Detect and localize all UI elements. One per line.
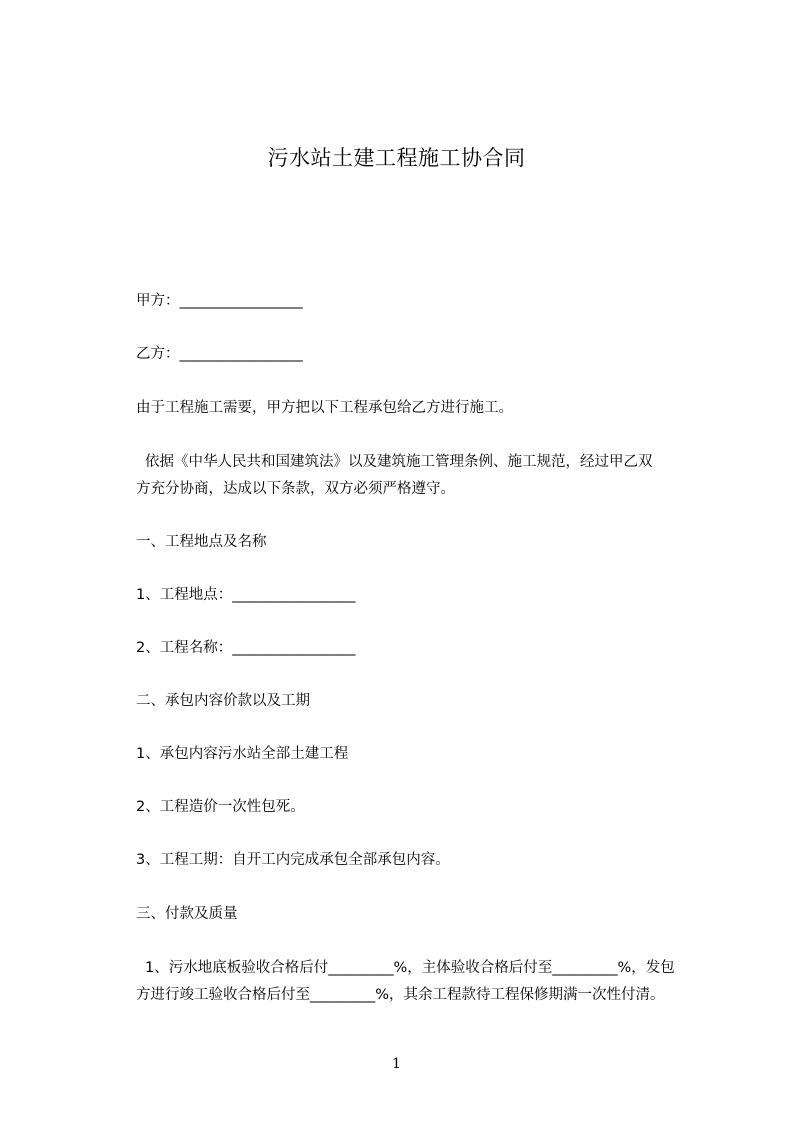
basis-paragraph-line-1: 依据《中华人民共和国建筑法》以及建筑施工管理条例、施工规范，经过甲乙双 — [145, 454, 653, 470]
section-2-item-3: 3、工程工期：自开工内完成承包全部承包内容。 — [136, 852, 450, 868]
section-1-item-2: 2、工程名称：_________________ — [136, 640, 356, 656]
section-1-heading: 一、工程地点及名称 — [136, 534, 267, 550]
section-3-item-1-line-1: 1、污水地底板验收合格后付_________%，主体验收合格后付至_________%，发包 — [145, 960, 675, 976]
section-2-item-2: 2、工程造价一次性包死。 — [136, 799, 305, 815]
party-a-line: 甲方：_________________ — [136, 293, 303, 309]
section-2-heading: 二、承包内容价款以及工期 — [136, 693, 310, 709]
section-1-item-1: 1、工程地点：_________________ — [136, 587, 356, 603]
party-b-line: 乙方：_________________ — [136, 346, 303, 362]
page-number: 1 — [392, 1056, 401, 1072]
section-2-item-1: 1、承包内容污水站全部土建工程 — [136, 746, 349, 762]
section-3-item-1-line-2: 方进行竣工验收合格后付至_________%，其余工程款待工程保修期满一次性付清。 — [136, 987, 665, 1003]
intro-paragraph: 由于工程施工需要，甲方把以下工程承包给乙方进行施工。 — [136, 400, 513, 416]
basis-paragraph-line-2: 方充分协商，达成以下条款，双方必须严格遵守。 — [136, 481, 455, 497]
contract-title: 污水站土建工程施工协合同 — [267, 146, 526, 170]
section-3-heading: 三、付款及质量 — [136, 906, 238, 922]
